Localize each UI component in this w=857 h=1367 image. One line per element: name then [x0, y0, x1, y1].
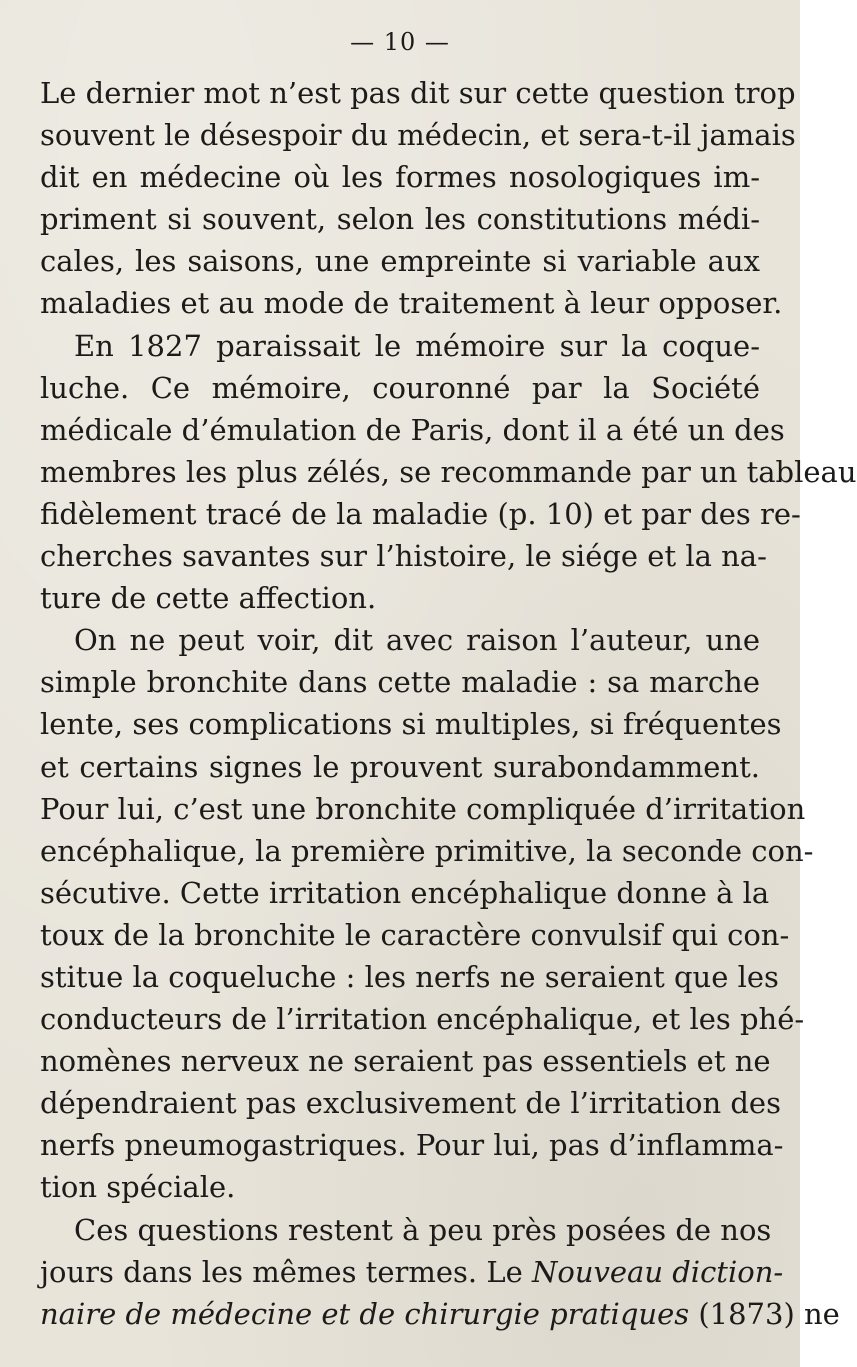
text-line: dit en médecine où les formes nosologiques im- — [40, 160, 760, 195]
text-line: ture de cette affection. — [40, 581, 377, 616]
text-line: et certains signes le prouvent surabondamment. — [40, 749, 760, 784]
text-line: Le dernier mot n’est pas dit sur cette question trop — [40, 76, 796, 110]
text-line: toux de la bronchite le caractère convulsif qui con- — [40, 917, 790, 952]
text-line: conducteurs de l’irritation encéphalique, et les phé- — [40, 1002, 805, 1037]
text-line: médicale d’émulation de Paris, dont il a été un des — [40, 412, 785, 447]
body-text — [40, 72, 857, 1335]
text-line: stitue la coqueluche : les nerfs ne seraient que les — [40, 959, 779, 994]
text-line: dépendraient pas exclusivement de l’irritation des — [40, 1086, 781, 1121]
text-line: Ces questions restent à peu près posées de nos — [74, 1212, 772, 1247]
text-line: encéphalique, la première primitive, la seconde con- — [40, 833, 814, 868]
text-line: Pour lui, c’est une bronchite compliquée d’irritation — [40, 791, 806, 826]
text-line — [40, 1293, 840, 1335]
paragraph-4 — [40, 1209, 840, 1335]
text-line: souvent le désespoir du médecin, et sera-t-il jamais — [40, 118, 796, 153]
text-line: simple bronchite dans cette maladie : sa marche — [40, 665, 760, 700]
page-number: — 10 — — [350, 28, 450, 56]
paragraph-1 — [40, 72, 796, 325]
text-line: cales, les saisons, une empreinte si variable aux — [40, 244, 760, 279]
text-line: nerfs pneumogastriques. Pour lui, pas d’inflamma- — [40, 1128, 784, 1163]
text-line: fidèlement tracé de la maladie (p. 10) et par des re- — [40, 496, 801, 531]
text-line: tion spéciale. — [40, 1170, 236, 1205]
text-line: nomènes nerveux ne seraient pas essentiels et ne — [40, 1044, 771, 1079]
paragraph-2 — [40, 325, 857, 620]
text-line: lente, ses complications si multiples, si fréquentes — [40, 707, 782, 742]
text-line: On ne peut voir, dit avec raison l’auteur, une — [74, 623, 760, 658]
text-line: luche. Ce mémoire, couronné par la Société — [40, 370, 760, 405]
book-title-italic: naire de médecine et de chirurgie pratiques — [40, 1296, 690, 1331]
text-line: sécutive. Cette irritation encéphalique donne à la — [40, 875, 770, 910]
text-segment: (1873) ne — [689, 1296, 840, 1331]
paragraph-3 — [40, 619, 814, 1208]
text-line: membres les plus zélés, se recommande par un tableau — [40, 454, 857, 489]
text-line: En 1827 paraissait le mémoire sur la coque- — [74, 328, 760, 363]
text-line: maladies et au mode de traitement à leur opposer. — [40, 286, 783, 321]
book-title-italic: Nouveau diction- — [531, 1254, 784, 1289]
text-line: priment si souvent, selon les constitutions médi- — [40, 202, 760, 237]
text-segment: jours dans les mêmes termes. Le — [40, 1254, 532, 1289]
text-line: cherches savantes sur l’histoire, le siége et la na- — [40, 539, 767, 574]
text-line — [40, 1251, 784, 1293]
